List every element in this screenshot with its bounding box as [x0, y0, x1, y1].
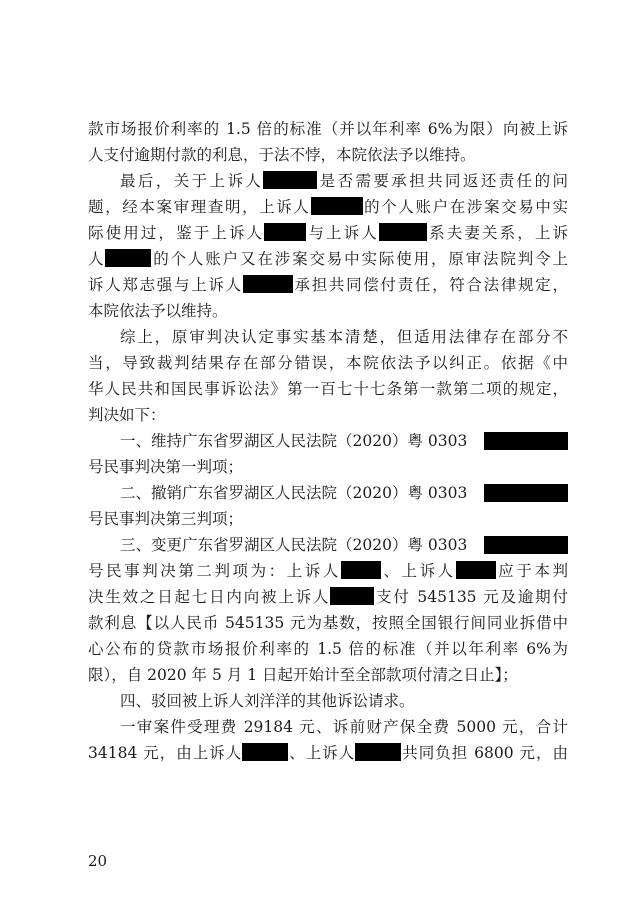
judgment-item-3: 三、变更广东省罗湖区人民法院（2020）粤 0303 [120, 535, 568, 555]
redaction-block [379, 223, 427, 241]
text-line: 号民事判决第一判项； [88, 458, 244, 476]
text-line: 一审案件受理费 29184 元、诉前财产保全费 5000 元，合计 [120, 718, 568, 736]
redaction-block [484, 536, 568, 554]
text-line: 人 的个人账户又在涉案交易中实际使用，原审法院判令上 [88, 250, 568, 268]
redaction-block [484, 484, 568, 502]
text-line: 决生效之日起七日内向被上诉人 支付 545135 元及逾期付 [88, 588, 568, 606]
text-line: 最后，关于上诉人 是否需要承担共同返还责任的问 [120, 172, 568, 190]
redaction-block [263, 171, 317, 189]
text-line: 题，经本案审理查明，上诉人 的个人账户在涉案交易中实 [88, 198, 568, 216]
redaction-block [355, 743, 401, 761]
text-line: 诉人郑志强与上诉人 承担共同偿付责任，符合法律规定， [88, 276, 568, 294]
redaction-block [105, 249, 151, 267]
text-line: 限），自 2020 年 5 月 1 日起开始计至全部款项付清之日止】； [88, 666, 518, 684]
text-line: 华人民共和国民事诉讼法》第一百七十七条第一款第二项的规定， [88, 380, 568, 398]
judgment-item-4: 四、驳回被上诉人刘洋洋的其他诉讼请求。 [120, 692, 415, 710]
redaction-block [341, 561, 381, 579]
judgment-item-1: 一、维持广东省罗湖区人民法院（2020）粤 0303 [120, 431, 568, 451]
redaction-block [311, 197, 363, 215]
text-line: 号民事判决第二判项为：上诉人 、上诉人 应于本判 [88, 562, 568, 580]
text-line: 际使用过，鉴于上诉人 与上诉人 系夫妻关系，上诉 [88, 224, 568, 242]
page-number: 20 [88, 852, 108, 870]
text-line: 款市场报价利率的 1.5 倍的标准（并以年利率 6%为限）向被上诉 [88, 120, 568, 138]
text-line: 人支付逾期付款的利息，于法不悖，本院依法予以维持。 [88, 146, 476, 164]
text-line: 34184 元，由上诉人 、上诉人 共同负担 6800 元，由 [88, 744, 568, 762]
text-line: 心公布的贷款市场报价利率的 1.5 倍的标准（并以年利率 6%为 [88, 640, 568, 658]
redaction-block [243, 275, 293, 293]
text-line: 判决如下： [88, 406, 166, 424]
text-line: 号民事判决第三判项； [88, 510, 244, 528]
text-line: 当，导致裁判结果存在部分错误，本院依法予以纠正。依据《中 [88, 354, 568, 372]
text-line: 本院依法予以维持。 [88, 302, 228, 320]
redaction-block [330, 587, 374, 605]
text-line: 综上，原审判决认定事实基本清楚，但适用法律存在部分不 [120, 328, 568, 346]
judgment-item-2: 二、撤销广东省罗湖区人民法院（2020）粤 0303 [120, 483, 568, 503]
redaction-block [264, 223, 306, 241]
redaction-block [456, 561, 496, 579]
redaction-block [484, 432, 568, 450]
text-line: 款利息【以人民币 545135 元为基数，按照全国银行间同业拆借中 [88, 614, 568, 632]
redaction-block [242, 743, 288, 761]
